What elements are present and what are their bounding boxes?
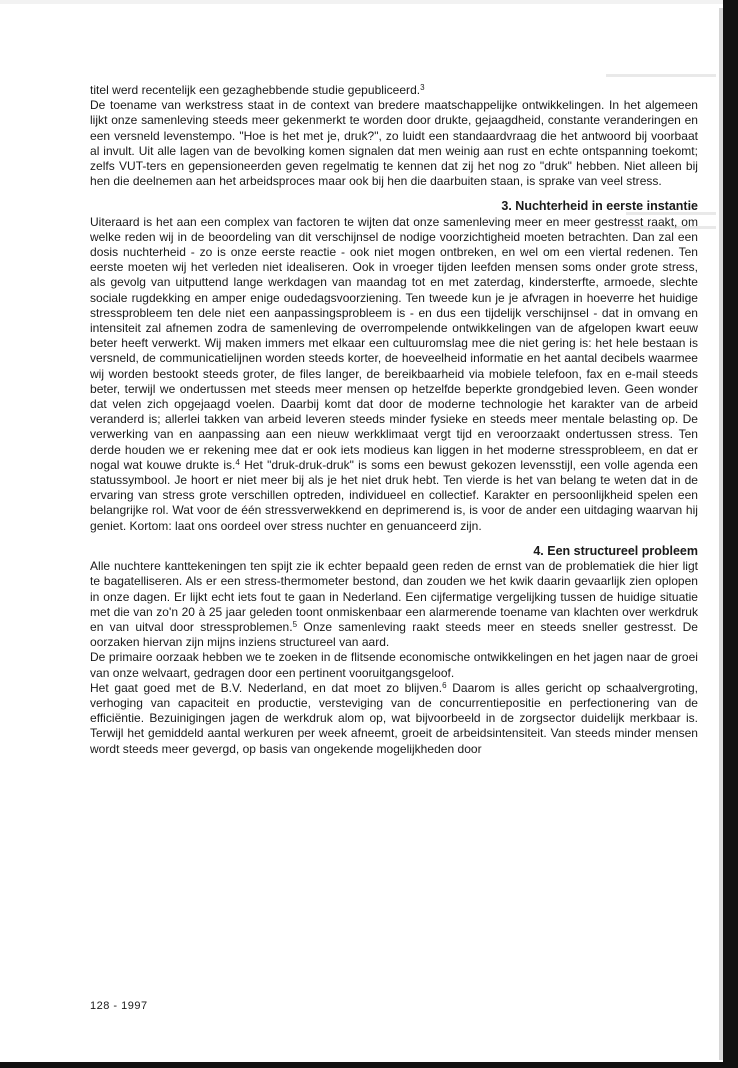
text-run: De primaire oorzaak hebben we te zoeken in de flitsende economische ontwikkelingen en het jagen naar de groei van onze welvaart, gedragen door een pertinent vooruitgangsgeloof. (90, 650, 698, 680)
paragraph (90, 98, 698, 189)
section-heading: 3. Nuchterheid in eerste instantie (501, 199, 698, 214)
document-body (90, 83, 698, 757)
text-run: Het gaat goed met de B.V. Nederland, en dat moet zo blijven. (90, 680, 443, 695)
text-run: titel werd recentelijk een gezaghebbende studie gepubliceerd. (90, 83, 421, 97)
scan-edge-right (723, 0, 738, 1068)
text-run: Onze samenleving raakt steeds meer en steeds sneller gestresst. De oorzaken hiervan zijn mijns inziens structureel van aard. (90, 619, 698, 650)
paragraph (90, 681, 698, 757)
paragraph (90, 650, 698, 680)
text-run: De toename van werkstress staat in de context van bredere maatschappelijke ontwikkelingen. In het algemeen lijkt onze samenleving steeds meer gekenmerkt te worden door drukte, gejaagdheid, constante veranderingen en een versneld levenstempo. "Hoe is het met je, druk?", zo luidt een standaardvraag die het antwoord bij voorbaat al invult. Uit alle lagen van de bevolking komen signalen dat men weinig aan rust en echte ontspanning toekomt; zelfs VUT-ters en gepensioneerden geven regelmatig te kennen dat zij het nog zo "druk" hebben. Niet alleen bij hen die deelnemen aan het arbeidsproces maar ook bij hen die daarbuiten staan, is sprake van veel stress. (90, 98, 698, 189)
footnote-ref: 3 (420, 83, 425, 92)
text-run: Daarom is alles gericht op schaalvergroting, verhoging van capaciteit en productie, versteviging van de concurrentiepositie en perfectionering van de efficiëntie. Bezuinigingen jagen de werkdruk alom op, wat bijvoorbeeld in de zorgsector duidelijk merkbaar is. Terwijl het gemiddeld aantal werkuren per week afneemt, groeit de arbeidsintensiteit. Van steeds minder mensen wordt steeds meer gevergd, op basis van ongekende mogelijkheden door (90, 680, 698, 756)
text-run: Het "druk-druk-druk" is soms een bewust gekozen levensstijl, een volle agenda een statussymbool. Je hoort er niet meer bij als je het niet druk hebt. Ten vierde is het van belang te weten dat in de ervaring van stress grote verschillen optreden, individueel en collectief. Karakter en persoonlijkheid spelen een belangrijke rol. Wat voor de één stressverwekkend en deprimerend is, is voor de ander een uitdaging waarvan hij geniet. Kortom: laat ons oordeel over stress nuchter en genuanceerd zijn. (90, 457, 699, 533)
footnote-ref: 4 (235, 457, 240, 467)
scan-edge-top (0, 0, 738, 4)
bleed-through-mark (606, 74, 716, 77)
paragraph (90, 559, 698, 650)
section-heading: 4. Een structureel probleem (533, 543, 698, 558)
footnote-ref: 5 (292, 619, 298, 629)
footnote-ref: 6 (442, 680, 447, 690)
text-run: Uiteraard is het aan een complex van factoren te wijten dat onze samenleving meer en meer gestresst raakt, om welke reden wij in de beoordeling van dit verschijnsel de nodige voorzichtigheid moeten betrachten. Dan zal een dosis nuchterheid - zo is onze eerste reactie - ook niet mogen ontbreken, en wel om een viertal redenen. Ten eerste moeten wij het verleden niet idealiseren. Ook in vroeger tijden leefden mensen soms onder grote stress, als gevolg van uitputtend lange werkdagen van maandag tot en met zaterdag, kindersterfte, armoede, slechte sociale rugdekking en amper enige oudedagsvoorziening. Ten tweede kun je je afvragen in hoeverre het huidige stressprobleem ten dele niet een aanpassingsprobleem is - en dus een tijdelijk verschijnsel - dat in omvang en intensiteit zal afnemen zodra de samenleving de overrompelende ontwikkelingen van de afgelopen kwart eeuw beter heeft verwerkt. Wij maken immers met elkaar een cultuuromslag mee die niet gering is: het hele bestaan is versneld, de communicatielijnen worden steeds korter, de hoeveelheid informatie en het aantal decibels waarmee wij worden bestookt steeds groter, de files langer, de bereikbaarheid via mobiele telefoon, fax en e-mail steeds beter, terwijl we ondertussen met steeds meer mensen op hetzelfde beperkte grondgebied leven. Geen wonder dat velen zich opgejaagd voelen. Daarbij komt dat door de moderne technologie het karakter van de arbeid veranderd is; allerlei takken van arbeid leveren steeds minder fysieke en steeds meer mentale belasting op. De verwerking van en aanpassing aan een nieuw werkklimaat vergt tijd en veroorzaakt ondertussen stress. Ten derde houden we er rekening mee dat er ook iets modieus kan liggen in het moderne stressprobleem, en dat er nogal wat kouwe drukte is. (90, 214, 698, 472)
scan-edge-bottom (0, 1062, 738, 1068)
page-footer: 128 - 1997 (90, 1000, 148, 1012)
text-run: Alle nuchtere kanttekeningen ten spijt zie ik echter bepaald geen reden de ernst van de problematiek die hier ligt te bagatelliseren. Als er een stress-thermometer bestond, dan zouden we het kwik daarin gevaarlijk zien oplopen in onze dagen. Er lijkt echt iets fout te gaan in Nederland. Een cijfermatige vergelijking tussen de huidige situatie met die van zo'n 20 à 25 jaar geleden toont onmiskenbaar een alarmerende toename van klachten over werkdruk en van uitval door stressproblemen. (90, 559, 698, 634)
paragraph (90, 215, 698, 534)
paragraph (90, 83, 698, 98)
